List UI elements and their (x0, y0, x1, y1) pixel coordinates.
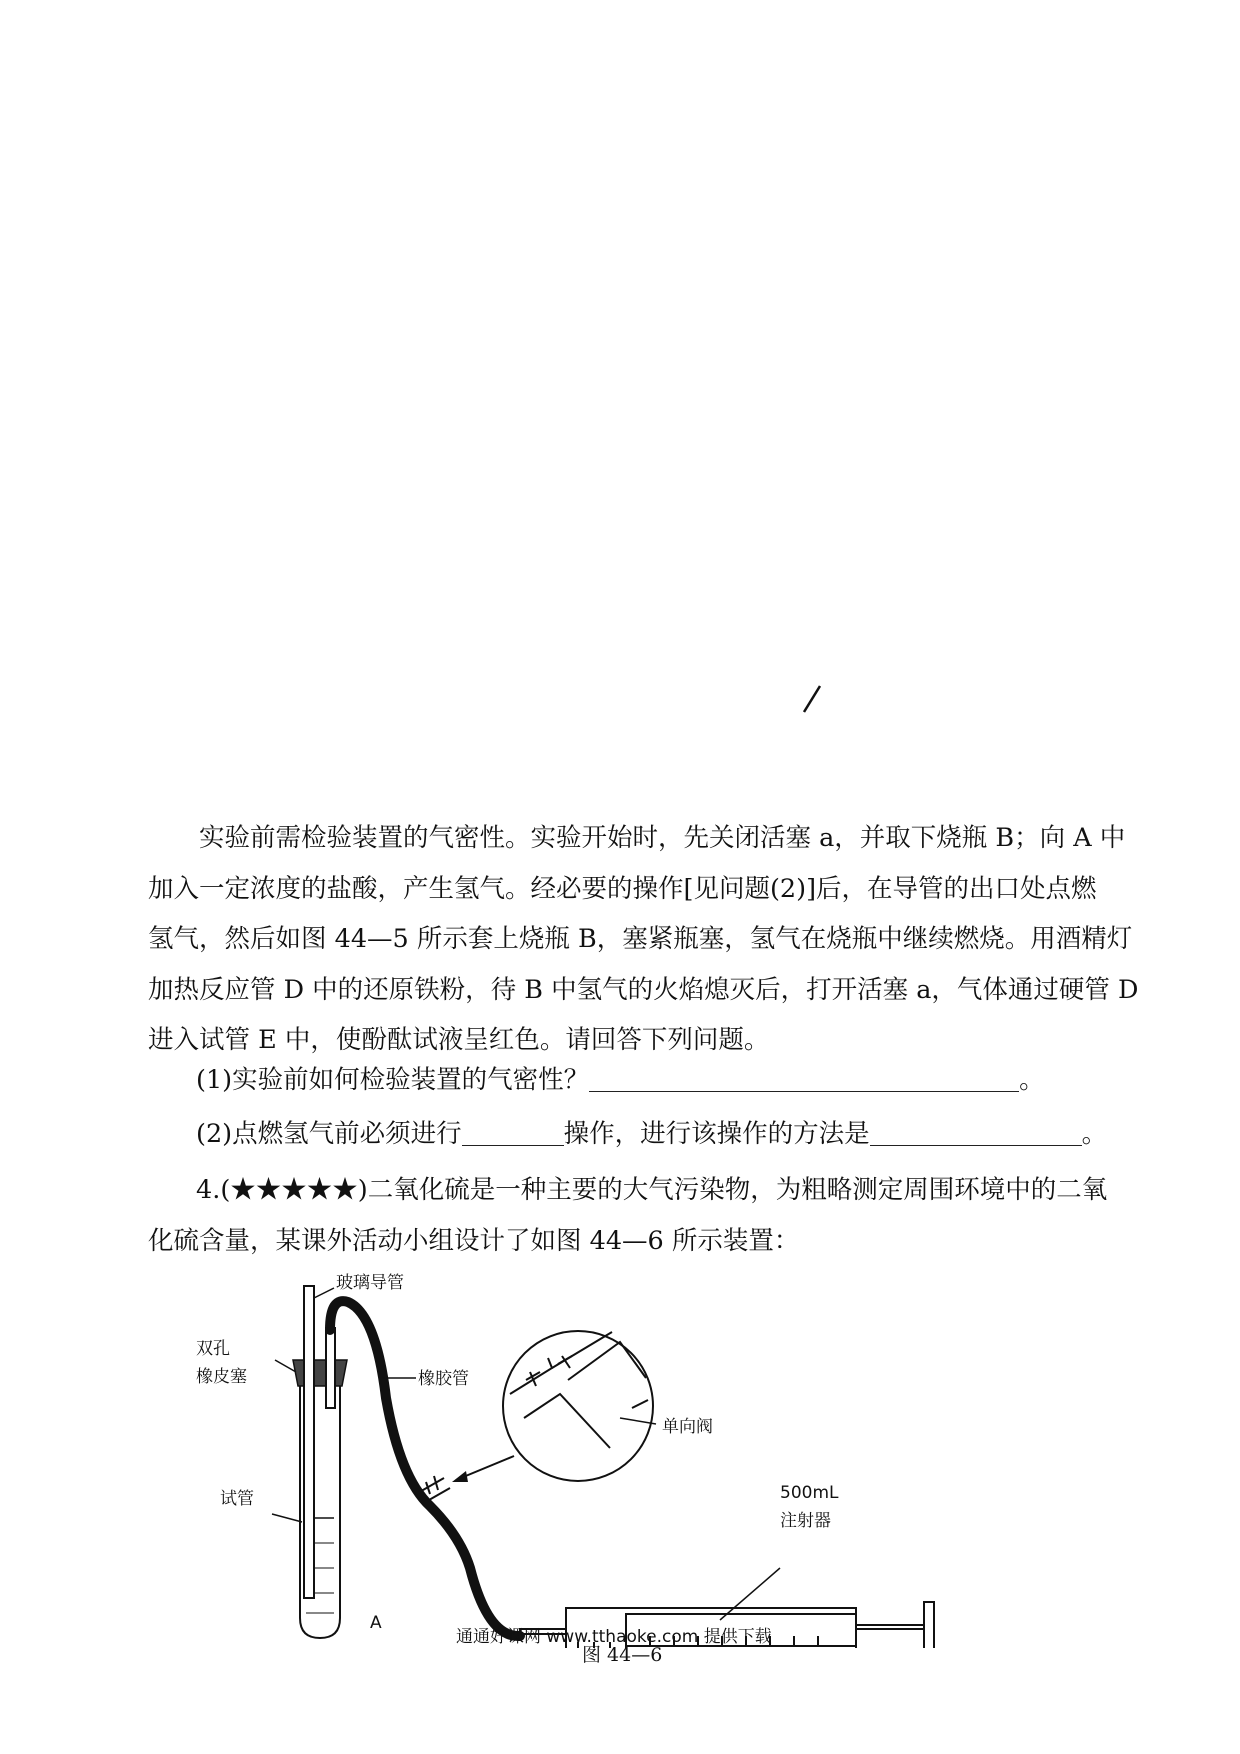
valve-magnifier (503, 1331, 653, 1481)
question-2-text: (2)点燃氢气前必须进行 (196, 1119, 462, 1149)
label-syringe-volume: 500mL (780, 1483, 839, 1503)
answer-blank-2b[interactable] (870, 1119, 1082, 1146)
question-2 (196, 1114, 1107, 1150)
label-leaders (272, 1288, 780, 1620)
answer-blank-2a[interactable] (462, 1119, 564, 1146)
label-a: A (370, 1613, 382, 1633)
intro-line: 氢气，然后如图 44—5 所示套上烧瓶 B，塞紧瓶塞，氢气在烧瓶中继续燃烧。用酒精灯 (148, 924, 1133, 954)
problem-4 (148, 1165, 1108, 1266)
figure-caption: 图 44—6 (582, 1644, 663, 1666)
apparatus-figure (180, 1268, 980, 1648)
intro-line: 进入试管 E 中，使酚酞试液呈红色。请回答下列问题。 (148, 1025, 770, 1055)
question-1-text: (1)实验前如何检验装置的气密性？ (196, 1065, 590, 1095)
magnify-arrow (452, 1456, 514, 1482)
label-glass-tube: 玻璃导管 (336, 1273, 404, 1293)
label-rubber-tube: 橡胶管 (418, 1369, 469, 1389)
answer-blank-1[interactable] (589, 1065, 1019, 1092)
intro-line: 实验前需检验装置的气密性。实验开始时，先关闭活塞 a，并取下烧瓶 B；向 A 中 (148, 823, 1126, 853)
intro-paragraph (148, 813, 1139, 1066)
question-2-end: 。 (1081, 1119, 1108, 1149)
label-test-tube: 试管 (220, 1489, 254, 1509)
label-valve: 单向阀 (662, 1417, 713, 1437)
label-syringe: 注射器 (780, 1511, 831, 1531)
problem-4-line-2: 化硫含量，某课外活动小组设计了如图 44—6 所示装置： (148, 1225, 800, 1256)
question-1-end: 。 (1019, 1065, 1045, 1095)
question-1 (196, 1060, 1045, 1096)
stray-slash-mark (800, 684, 824, 714)
rubber-hose (330, 1301, 520, 1636)
rubber-stopper (293, 1360, 347, 1386)
label-stopper-2: 橡皮塞 (196, 1367, 247, 1387)
watermark: 通通好课网 www.tthaoke.com 提供下载 (456, 1627, 772, 1647)
intro-line: 加热反应管 D 中的还原铁粉，待 B 中氢气的火焰熄灭后，打开活塞 a，气体通过硬管 D (148, 974, 1139, 1005)
intro-line: 加入一定浓度的盐酸，产生氢气。经必要的操作[见问题(2)]后，在导管的出口处点燃 (148, 873, 1097, 904)
problem-4-line-1: 4.(★★★★★)二氧化硫是一种主要的大气污染物，为粗略测定周围环境中的二氧 (196, 1175, 1108, 1205)
question-2-mid: 操作，进行该操作的方法是 (563, 1119, 870, 1149)
label-stopper-1: 双孔 (196, 1339, 230, 1359)
